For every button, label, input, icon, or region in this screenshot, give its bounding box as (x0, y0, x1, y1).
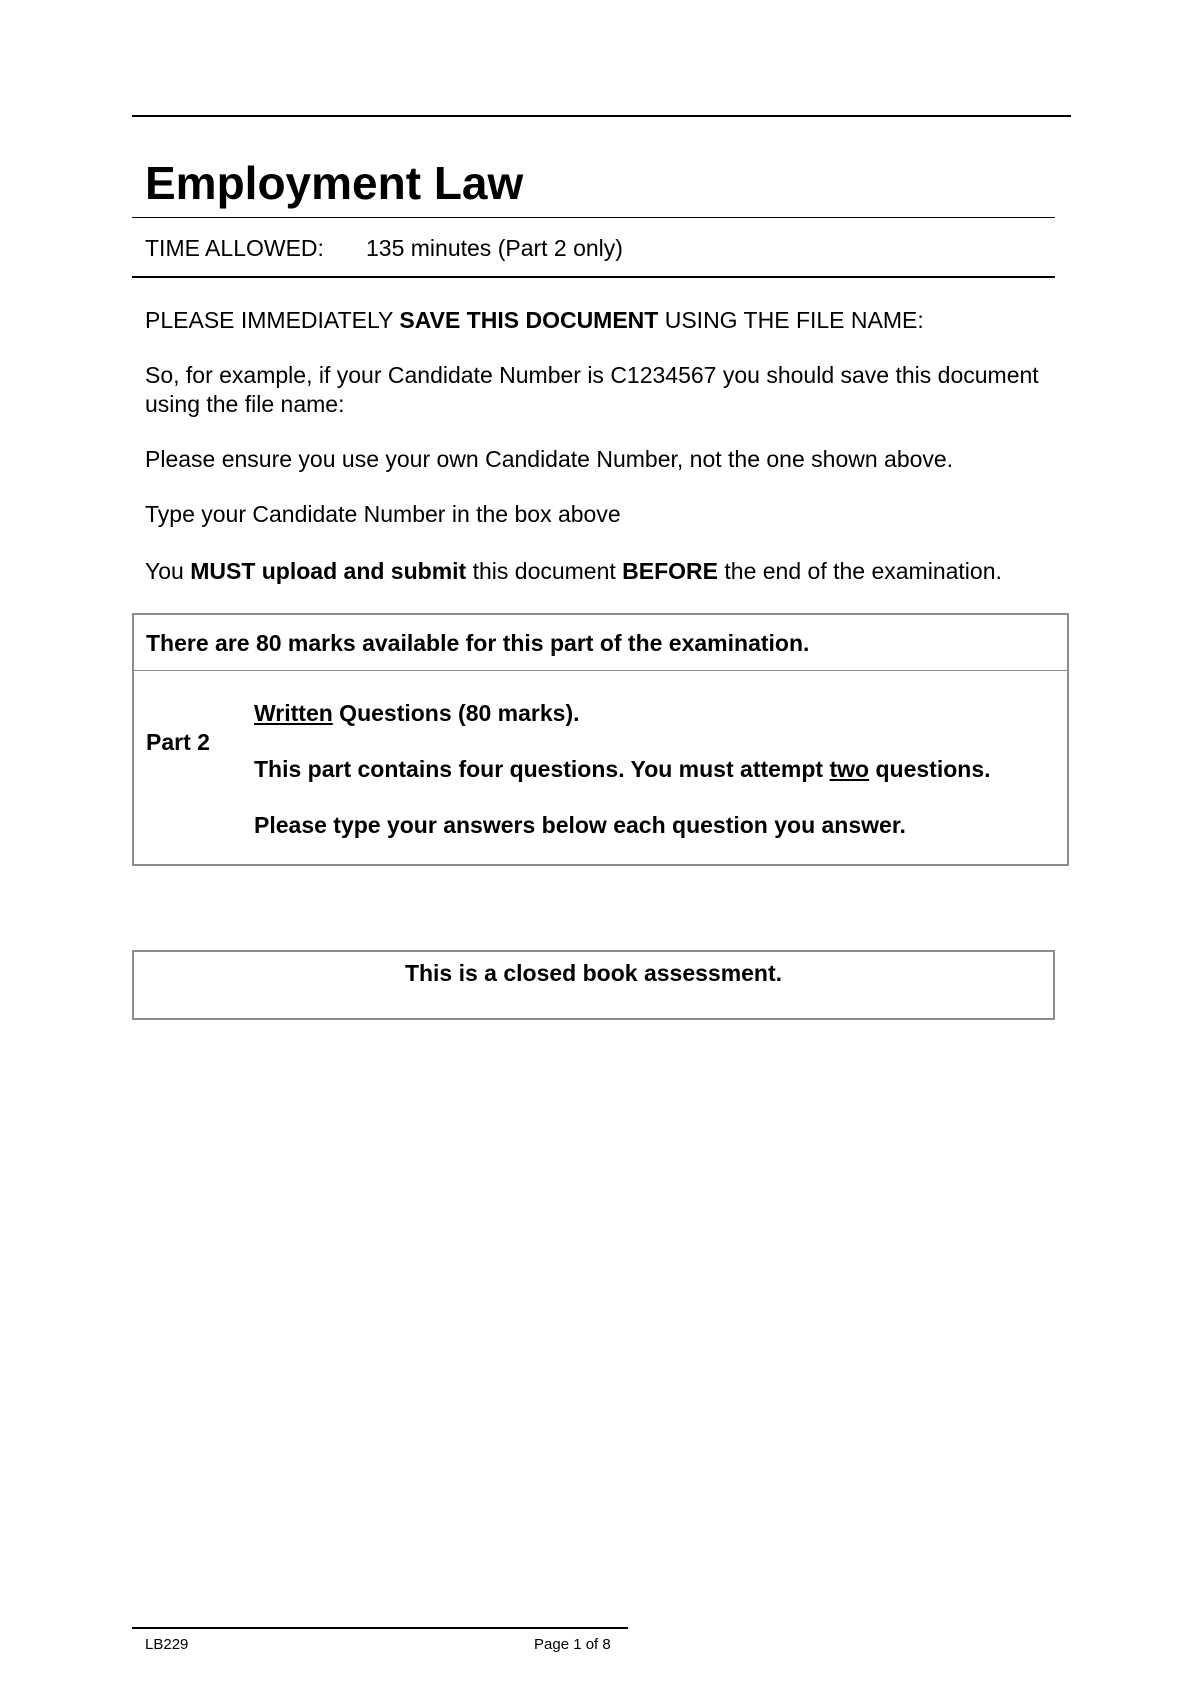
title-rule (132, 217, 1055, 218)
written-rest: Questions (80 marks). (332, 700, 580, 726)
footer-rule (132, 1627, 628, 1629)
footer-code: LB229 (145, 1636, 189, 1653)
marks-divider (134, 670, 1067, 671)
attempt-pre: This part contains four questions. You must attempt (254, 756, 830, 782)
example-text: So, for example, if your Candidate Number is C1234567 you should save this document using the file name: (145, 362, 1039, 417)
marks-info-box (132, 613, 1069, 866)
submit-bold-1: MUST upload and submit (190, 558, 467, 584)
written-underlined: Written (254, 700, 333, 726)
time-rule (132, 276, 1055, 278)
submit-text-2: this document (466, 558, 623, 584)
marks-header: There are 80 marks available for this part of the examination. (146, 630, 810, 656)
closed-book-box (132, 950, 1055, 1020)
page-title: Employment Law (145, 157, 524, 209)
own-number-text: Please ensure you use your own Candidate Number, not the one shown above. (145, 446, 954, 472)
time-allowed-row (145, 235, 623, 262)
footer-page-number: Page 1 of 8 (534, 1636, 611, 1653)
save-instruction-post: USING THE FILE NAME: (658, 307, 924, 333)
part-label: Part 2 (146, 729, 210, 755)
attempt-underlined: two (829, 756, 870, 782)
submit-text-1: You (145, 558, 191, 584)
closed-book-notice: This is a closed book assessment. (404, 960, 783, 986)
type-number-text: Type your Candidate Number in the box above (145, 501, 621, 527)
part-line-attempt (254, 756, 991, 783)
submit-instruction (145, 557, 1065, 586)
save-instruction (145, 306, 1065, 335)
submit-bold-2: BEFORE (622, 558, 719, 584)
save-instruction-bold: SAVE THIS DOCUMENT (399, 307, 659, 333)
time-allowed-label: TIME ALLOWED: (145, 235, 324, 261)
part-line-answers: Please type your answers below each question you answer. (254, 812, 906, 838)
part-line-written (254, 700, 580, 727)
time-allowed-value: 135 minutes (Part 2 only) (366, 235, 623, 261)
attempt-post: questions. (869, 756, 991, 782)
save-instruction-pre: PLEASE IMMEDIATELY (145, 307, 400, 333)
submit-text-3: the end of the examination. (718, 558, 1002, 584)
top-rule (132, 115, 1071, 117)
